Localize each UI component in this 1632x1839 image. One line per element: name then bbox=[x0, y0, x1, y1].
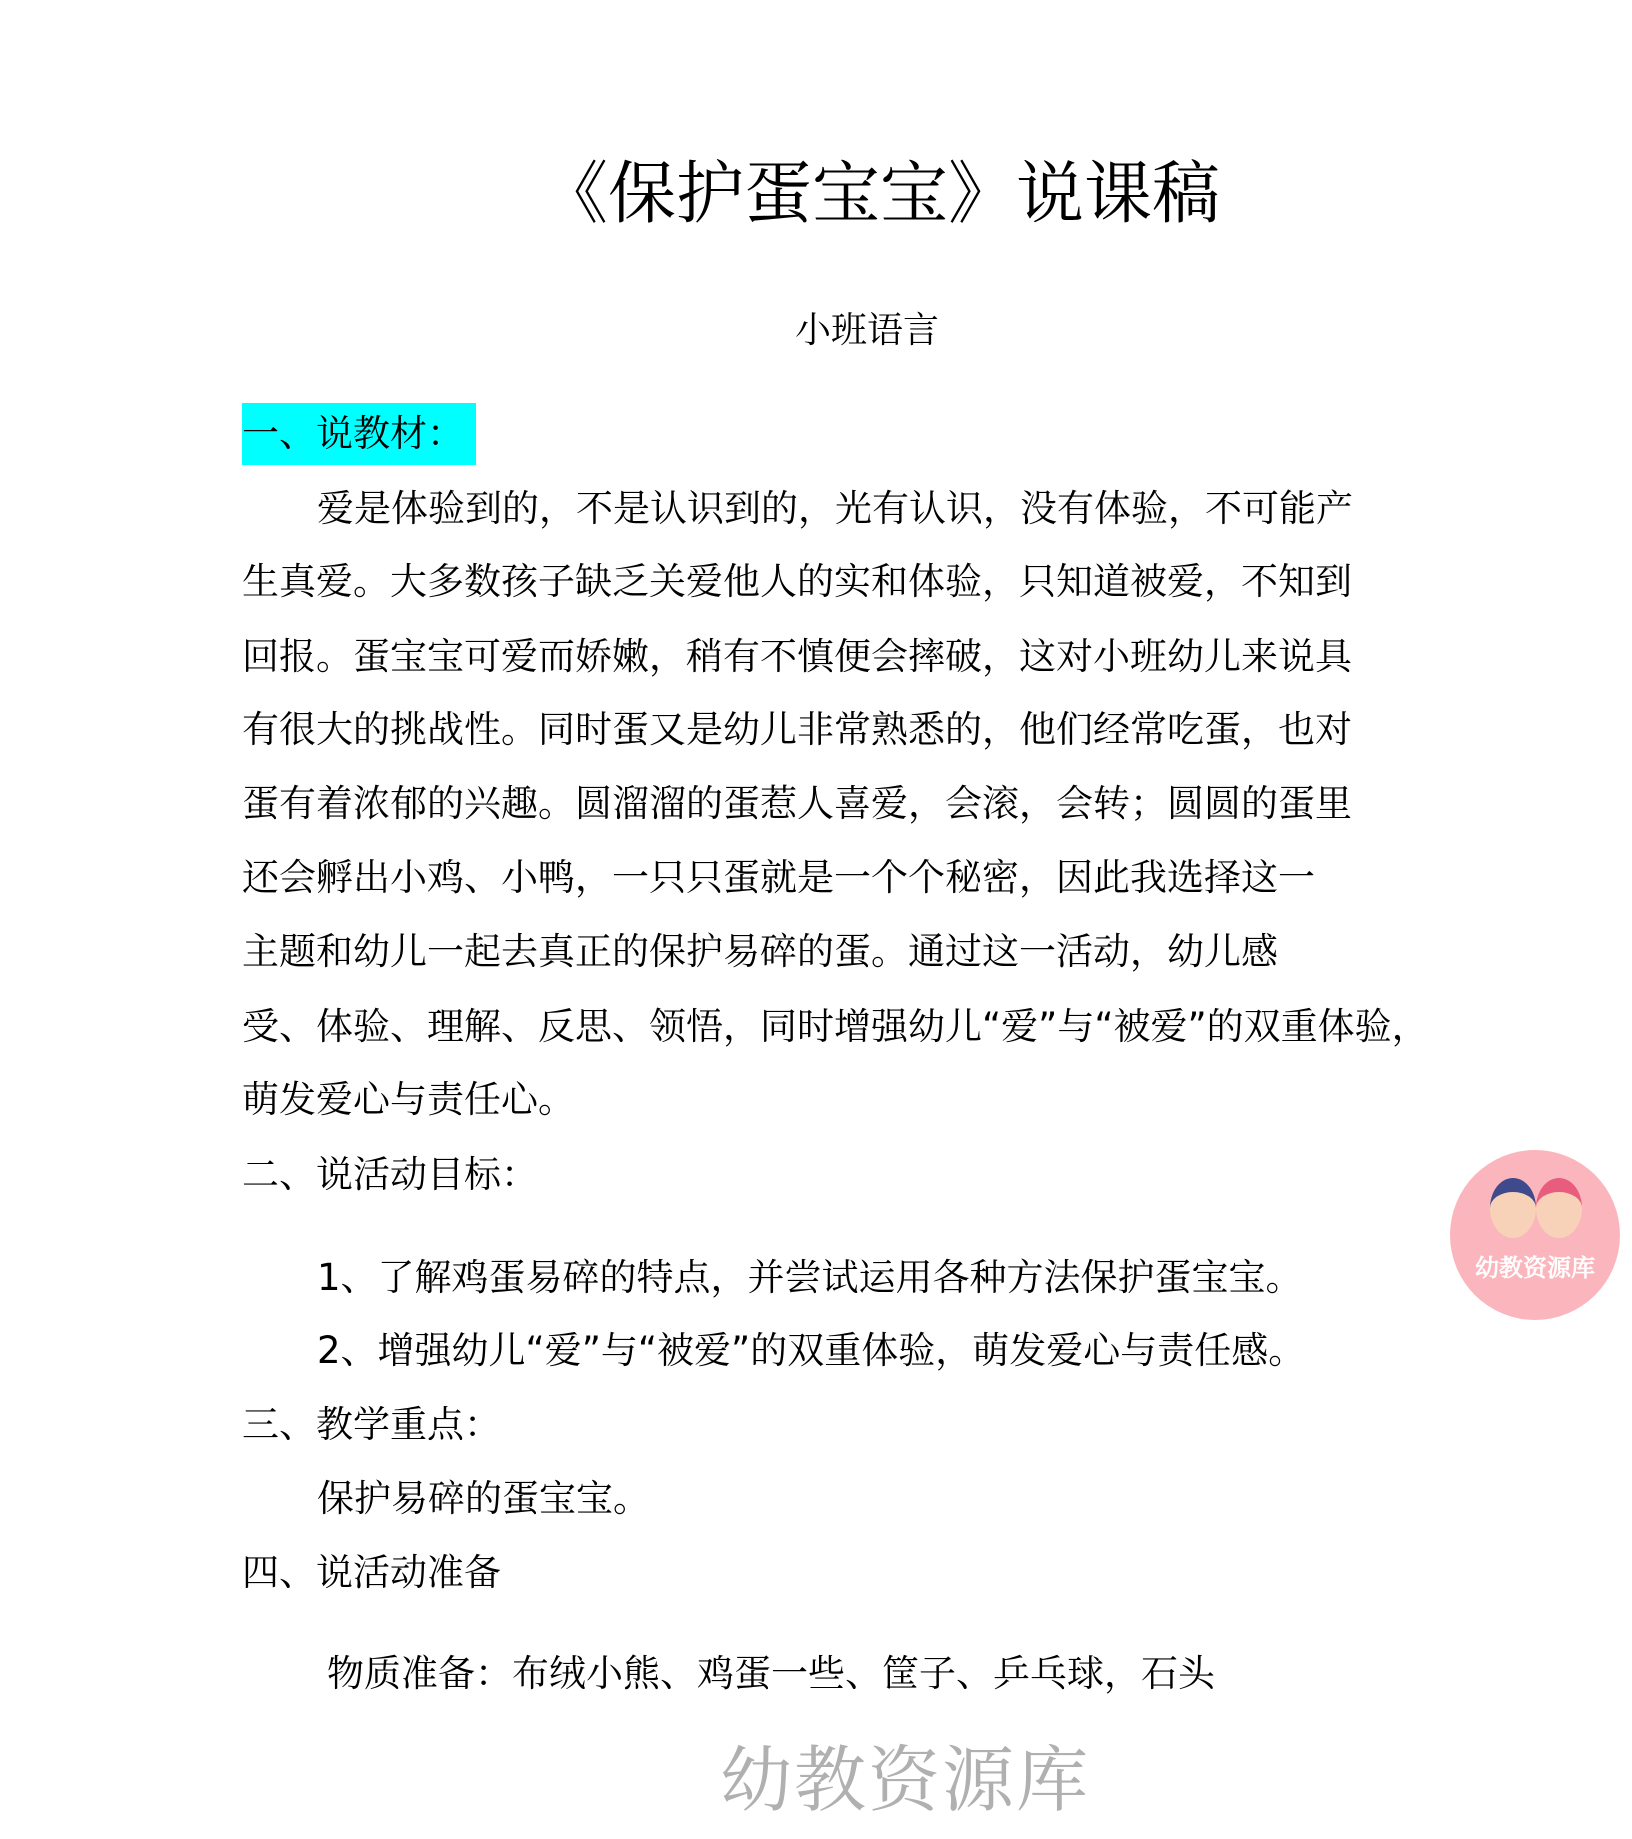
goal-item: 1、了解鸡蛋易碎的特点，并尝试运用各种方法保护蛋宝宝。 bbox=[317, 1256, 1303, 1299]
watermark-text: 幼教资源库 bbox=[720, 1738, 1091, 1822]
paragraph-line: 爱是体验到的，不是认识到的，光有认识，没有体验，不可能产 bbox=[317, 487, 1353, 530]
watermark-logo bbox=[1450, 1150, 1620, 1320]
paragraph-line: 萌发爱心与责任心。 bbox=[242, 1078, 575, 1121]
boy-face-icon bbox=[1490, 1178, 1536, 1238]
section-heading-preparation: 四、说活动准备 bbox=[242, 1551, 501, 1594]
watermark-badge-label: 幼教资源库 bbox=[1475, 1254, 1595, 1282]
girl-face-icon bbox=[1536, 1178, 1582, 1238]
goal-item: 2、增强幼儿“爱”与“被爱”的双重体验，萌发爱心与责任感。 bbox=[317, 1329, 1306, 1372]
paragraph-line: 有很大的挑战性。同时蛋又是幼儿非常熟悉的，他们经常吃蛋，也对 bbox=[242, 708, 1352, 751]
paragraph-line: 蛋有着浓郁的兴趣。圆溜溜的蛋惹人喜爱，会滚，会转；圆圆的蛋里 bbox=[242, 782, 1352, 825]
paragraph-line: 主题和幼儿一起去真正的保护易碎的蛋。通过这一活动，幼儿感 bbox=[242, 930, 1278, 973]
paragraph-line: 回报。蛋宝宝可爱而娇嫩，稍有不慎便会摔破，这对小班幼儿来说具 bbox=[242, 635, 1352, 678]
document-subtitle: 小班语言 bbox=[794, 310, 939, 351]
paragraph-line: 生真爱。大多数孩子缺乏关爱他人的实和体验，只知道被爱，不知到 bbox=[242, 560, 1352, 603]
highlighted-heading: 一、说教材： bbox=[242, 403, 476, 465]
focus-text: 保护易碎的蛋宝宝。 bbox=[317, 1477, 650, 1520]
document-title: 《保护蛋宝宝》说课稿 bbox=[539, 155, 1220, 234]
section-heading-focus: 三、教学重点： bbox=[242, 1403, 501, 1446]
section-heading-material bbox=[242, 397, 476, 471]
paragraph-line: 受、体验、理解、反思、领悟，同时增强幼儿“爱”与“被爱”的双重体验， bbox=[242, 1005, 1429, 1048]
paragraph-line: 还会孵出小鸡、小鸭，一只只蛋就是一个个秘密，因此我选择这一 bbox=[242, 856, 1315, 899]
preparation-text: 物质准备：布绒小熊、鸡蛋一些、筐子、乒乓球，石头 bbox=[327, 1652, 1215, 1695]
section-heading-goals: 二、说活动目标： bbox=[242, 1153, 538, 1196]
